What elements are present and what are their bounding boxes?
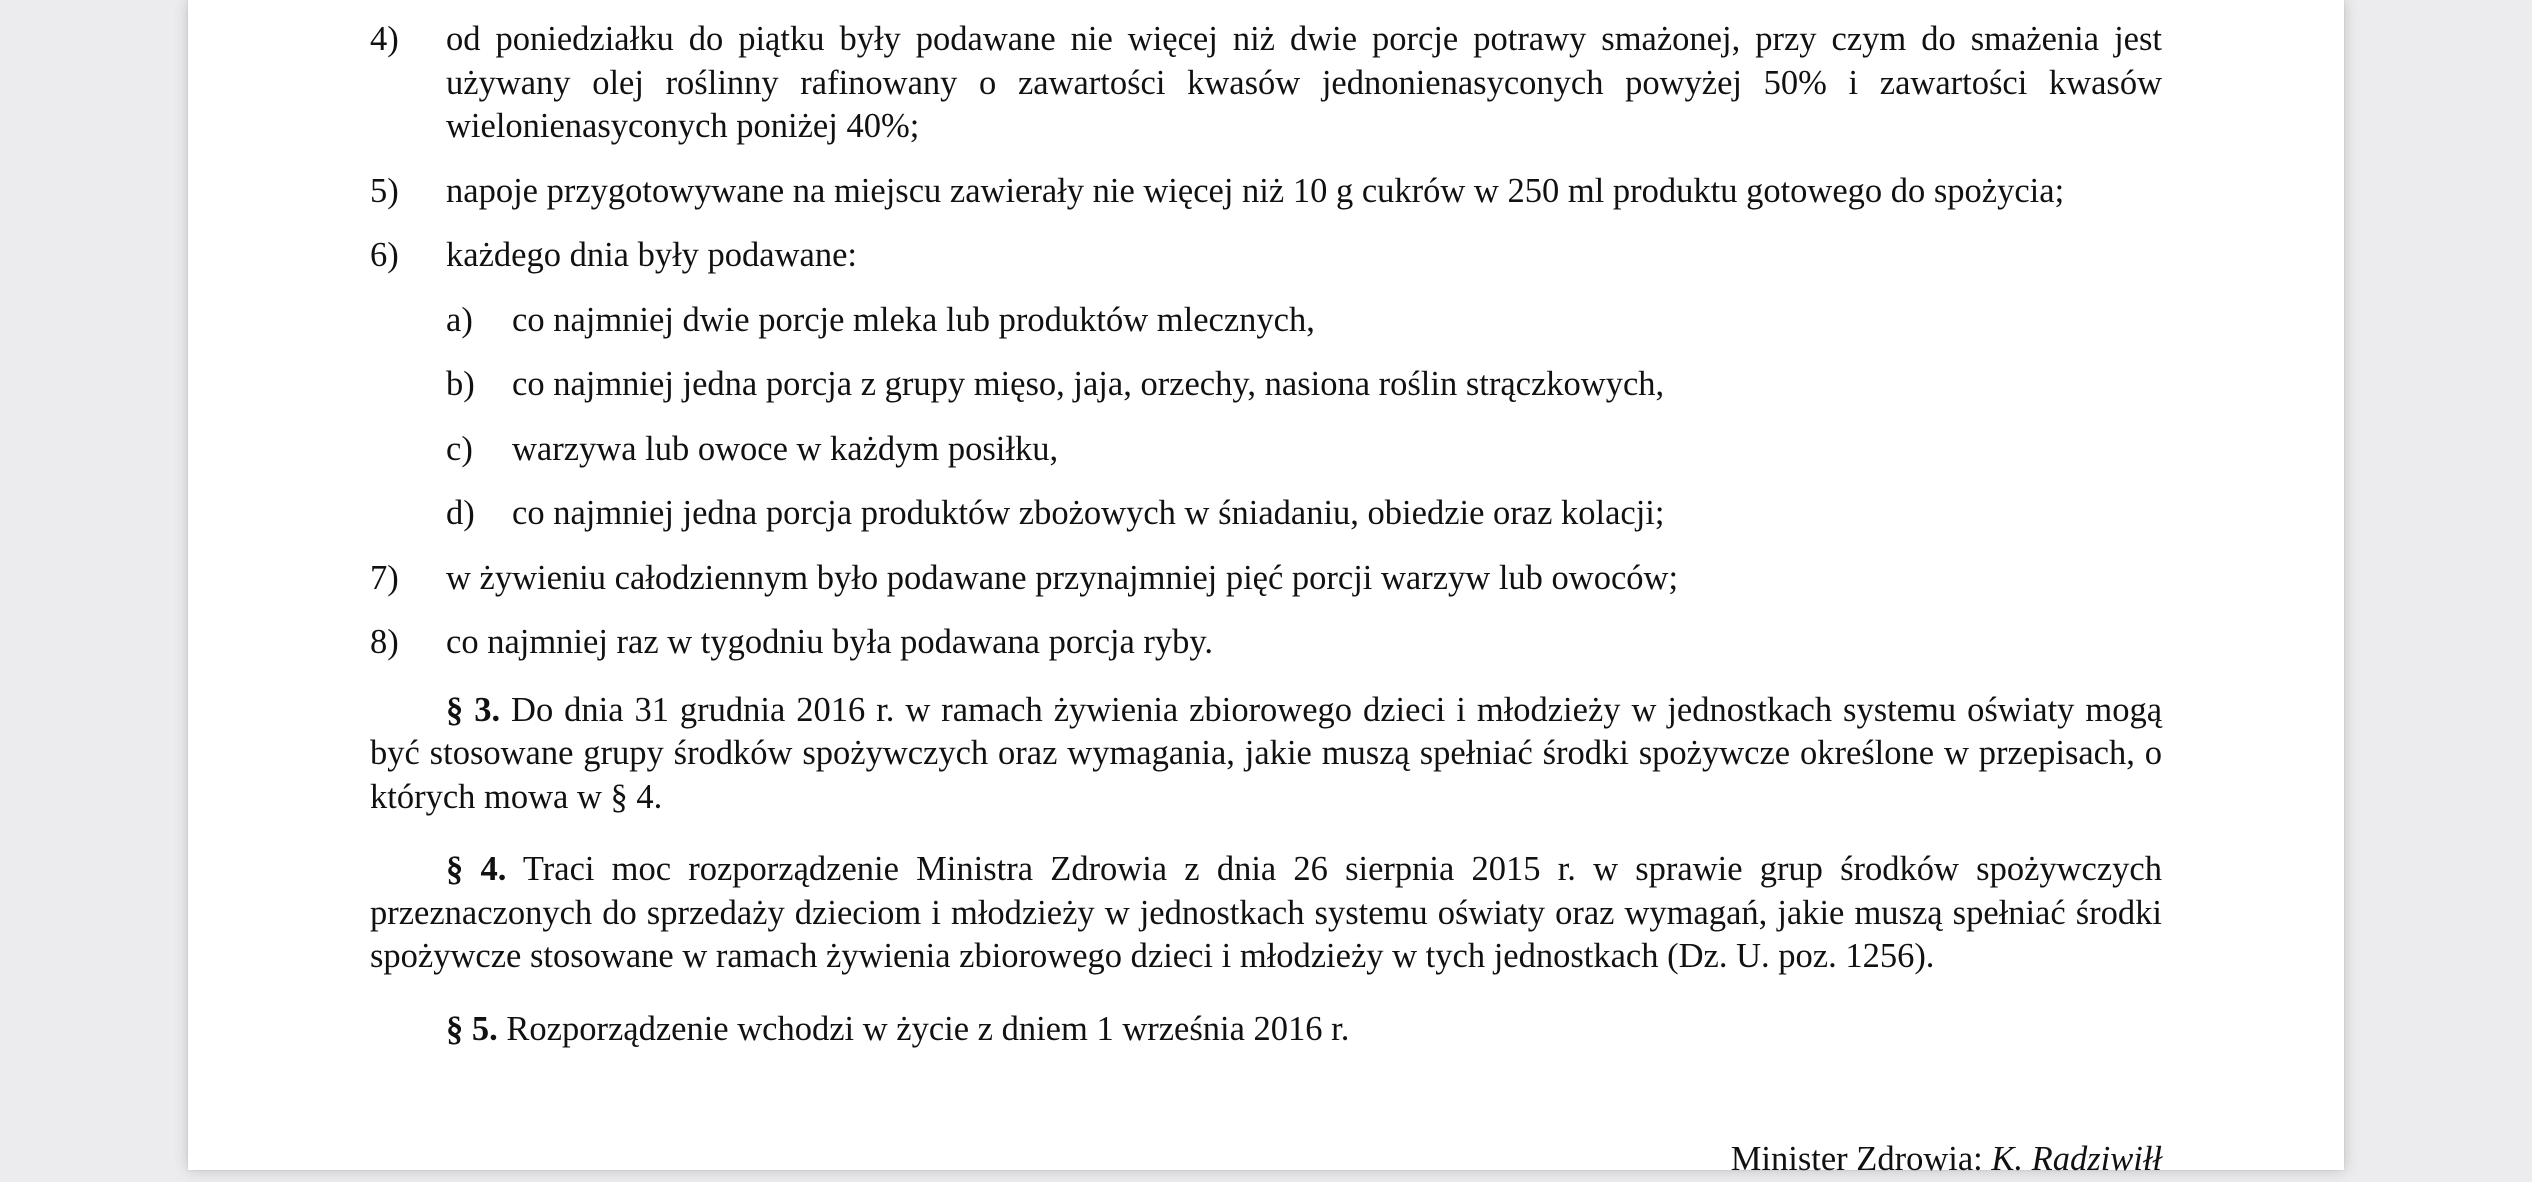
list-item-text: każdego dnia były podawane: bbox=[446, 236, 857, 274]
list-item-number: 4) bbox=[370, 20, 399, 58]
list-item-text: napoje przygotowywane na miejscu zawierały nie więcej niż 10 g cukrów w 250 ml produktu gotowego do spożycia; bbox=[446, 171, 2065, 210]
list-item-text: w żywieniu całodziennym było podawane przynajmniej pięć porcji warzyw lub owoców; bbox=[446, 558, 1679, 597]
section-number: § 5. bbox=[446, 1009, 498, 1048]
document-content bbox=[370, 18, 2162, 1080]
list-item bbox=[370, 18, 2162, 149]
sub-list-item bbox=[446, 492, 2162, 536]
list-item-number: 6) bbox=[370, 236, 399, 274]
document-page bbox=[188, 0, 2344, 1178]
list-item-number: 8) bbox=[370, 623, 399, 661]
list-item bbox=[370, 557, 2162, 601]
list-item-number: 5) bbox=[370, 171, 399, 210]
sub-list-item-letter: b) bbox=[446, 365, 475, 403]
list-item-number: 7) bbox=[370, 558, 399, 597]
sub-list-item-text: co najmniej jedna porcja z grupy mięso, jaja, orzechy, nasiona roślin strączkowych, bbox=[512, 365, 1665, 403]
section-paragraph bbox=[370, 1008, 2162, 1052]
sub-list-item bbox=[446, 428, 2162, 472]
section-text: Traci moc rozporządzenie Ministra Zdrowia z dnia 26 sierpnia 2015 r. w sprawie grup środków spożywczych przeznaczonych do sprzedaży dzieciom i młodzieży w jednostkach systemu oświaty oraz wymagań, jakie muszą spełniać środki spożywcze stosowane w ramach żywienia zbiorowego dzieci i młodzieży w tych jednostkach (Dz. U. poz. 1256). bbox=[370, 850, 2162, 975]
section-paragraph bbox=[370, 689, 2162, 820]
signature-title: Minister Zdrowia: bbox=[1730, 1140, 1983, 1178]
list-item bbox=[370, 170, 2162, 214]
list-item bbox=[370, 234, 2162, 278]
list-item-text: co najmniej raz w tygodniu była podawana porcja ryby. bbox=[446, 623, 1214, 661]
sub-list-item-text: co najmniej dwie porcje mleka lub produktów mlecznych, bbox=[512, 300, 1315, 339]
sub-list-item bbox=[446, 363, 2162, 407]
signature-name: K. Radziwiłł bbox=[1991, 1140, 2162, 1178]
sub-list-item-letter: c) bbox=[446, 429, 473, 468]
sub-list-item-letter: a) bbox=[446, 300, 473, 339]
list-item-text: od poniedziałku do piątku były podawane nie więcej niż dwie porcje potrawy smażonej, przy czym do smażenia jest używany olej roślinny rafinowany o zawartości kwasów jednonienasyconych powyżej 50% i zawartości kwasów wielonienasyconych poniżej 40%; bbox=[446, 20, 2162, 145]
signature-line bbox=[1731, 1138, 2162, 1182]
list-item bbox=[370, 621, 2162, 665]
section-text: Do dnia 31 grudnia 2016 r. w ramach żywienia zbiorowego dzieci i młodzieży w jednostkach systemu oświaty mogą być stosowane grupy środków spożywczych oraz wymagania, jakie muszą spełniać środki spożywcze określone w przepisach, o których mowa w § 4. bbox=[370, 690, 2163, 816]
section-paragraph bbox=[370, 848, 2162, 979]
sub-list-item-text: warzywa lub owoce w każdym posiłku, bbox=[512, 429, 1059, 468]
section-number: § 3. bbox=[446, 690, 501, 729]
sub-list-item-letter: d) bbox=[446, 494, 475, 532]
section-text: Rozporządzenie wchodzi w życie z dniem 1 września 2016 r. bbox=[506, 1009, 1350, 1048]
sub-list-item bbox=[446, 299, 2162, 343]
section-number: § 4. bbox=[446, 850, 507, 888]
sub-list-item-text: co najmniej jedna porcja produktów zbożowych w śniadaniu, obiedzie oraz kolacji; bbox=[512, 494, 1665, 532]
